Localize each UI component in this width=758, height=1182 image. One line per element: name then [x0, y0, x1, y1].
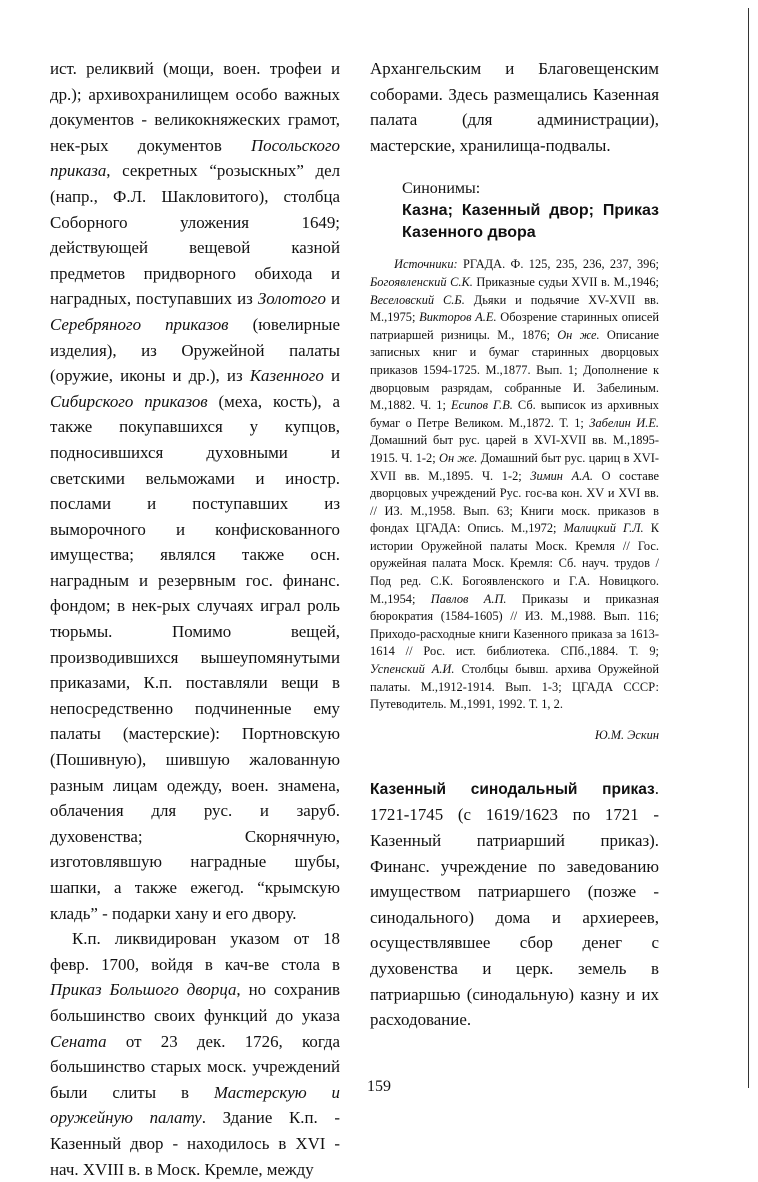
source-author: Источники: [394, 257, 458, 272]
source-text: Приказы и приказная бюрократия (1584-1605) // ИЗ. М.,1988. Вып. 116; Приходо-расходные книги Казенного приказа за 1613-1614 // Рос. ист. библиотека. СПб.,1884. Т. 9; [370, 591, 659, 659]
source-author: Забелин И.Е. [589, 415, 659, 430]
text-run: (ювелирные изделия), из Оружейной палаты (оружие, иконы и др.), из [50, 314, 341, 386]
source-author: Успенский А.И. [370, 662, 455, 677]
text-run: от 23 дек. 1726, когда большинство старых моск. учреждений были слиты в [50, 1031, 340, 1102]
source-author: Павлов А.П. [430, 591, 507, 606]
source-text: Описание записных книг и бумаг старинных дворцовых приказов 1594-1725. М.,1877. Вып. 1; Дополнение к дворцовым разрядам, собранные И. Забелиным. М.,1882. Ч. 1; [370, 327, 659, 413]
source-text: Приказные судьи XVII в. М.,1946; [472, 274, 659, 289]
entry-heading: Казенный синодальный приказ [370, 780, 655, 798]
source-author: Зимин А.А. [530, 468, 593, 483]
source-text: К истории Оружейной палаты Моск. Кремля // Гос. оружейная палата Моск. Кремля: Сб. науч. трудов / Под ред. С.К. Богоявленского и Г.А. Новицкого. М.,1954; [370, 521, 659, 606]
source-author: Он же. [557, 327, 600, 342]
source-text: Столбцы бывш. архива Оружейной палаты. М.,1912-1914. Вып. 1-3; ЦГАДА СССР: Путеводитель. М.,1991, 1992. Т. 1, 2. [370, 662, 659, 712]
text-run: , но сохранив большинство своих функций до указа [50, 980, 340, 1025]
source-text: О составе дворцовых учреждений Рус. гос-ва кон. XV и XVI вв. // ИЗ. М.,1958. Вып. 63; Книги моск. приказов в фондах ЦГАДА: Опись. М.,1972; [370, 468, 659, 536]
source-text: РГАДА. Ф. 125, 235, 236, 237, 396; [457, 257, 659, 272]
source-text: Обозрение старинных описей патриаршей ризницы. М., 1876; [370, 310, 659, 342]
cross-reference: Посольского приказа [50, 135, 340, 181]
entry-body: . 1721-1745 (с 1619/1623 по 1721 - Казенный патриарший приказ). Финанс. учреждение по заведованию имуществом патриаршего (позже - синодального) дома и архиереев, осуществлявшее сбор денег с духовенства и церк. земель в патриаршью (синодальную) казну и их расходование. [370, 778, 659, 1030]
source-author: Викторов А.Е. [419, 310, 497, 325]
cross-reference: Мастерскую и оружейную палату [50, 1082, 341, 1128]
left-column [50, 56, 340, 1182]
article-author: Ю.М. Эскин [594, 727, 659, 742]
cross-reference: Золотого [257, 289, 326, 309]
page-number: 159 [367, 1078, 391, 1095]
right-column [370, 56, 659, 1033]
text-run: и [325, 289, 340, 309]
entry-synodal-order [370, 776, 659, 1033]
source-author: Веселовский С.Б. [370, 292, 465, 307]
text-run: . Здание К.п. - Казенный двор - находилось в XVI - нач. XVIII в. в Моск. Кремле, между [50, 1108, 340, 1179]
text-run: (меха, кость), а также покупавшихся у купцов, подносившихся духовными и светскими вельможами и иностр. послами и поступавших из выморочного и конфискованного имущества; являлся также осн. наградным и резервным гос. финанс. фондом; в нек-рых случаях играл роль тюрьмы. Помимо вещей, производившихся вышеупомянутыми приказами, К.п. поставляли вещи в непосредственно подчиненные ему палаты (мастерские): Портновскую (Пошивную), шившую жалованную разным лицам одежду, воен. знамена, облачения для рус. и заруб. духовенства; Скорнячную, изготовлявшую наградные шубы, шапки, а также ежегод. “крымскую кладь” - подарки хану и его двору. [50, 391, 340, 923]
source-text: Домашний быт рус. царей в XVI-XVII вв. М.,1895-1915. Ч. 1-2; [370, 433, 659, 465]
text-run: и [323, 366, 341, 386]
cross-reference: Сибирского приказов [50, 391, 208, 411]
paragraph-treasury-functions [50, 56, 340, 926]
source-author: Малицкий Г.Л. [563, 521, 644, 536]
cross-reference: Сената [50, 1031, 107, 1051]
page-edge-line [748, 8, 749, 1088]
source-text: Дьяки и подьячие XV-XVII вв. М.,1975; [370, 292, 659, 325]
cross-reference: Серебряного приказов [50, 314, 229, 334]
cross-reference: Приказ Большого дворца [50, 980, 237, 1000]
source-text: Сб. выписок из архивных бумаг о Петре Великом. М.,1872. Т. 1; [370, 398, 659, 430]
text-run: ист. реликвий (мощи, воен. трофеи и др.); архивохранилищем особо важных документов - великокняжеских грамот, нек-рых документов [50, 59, 340, 155]
source-author: Он же. [439, 450, 478, 465]
text-run: , секретных “розыскных” дел (напр., Ф.Л. Шакловитого), столбца Соборного уложения 1649; действующей вещевой казной предметов придворного обихода и наградных, поступавших из [50, 161, 340, 309]
sources-list [370, 256, 659, 713]
synonyms-label: Синонимы: [402, 180, 481, 198]
paragraph-building-location: Архангельским и Благовещенским соборами. Здесь размещались Казенная палата (для администрации), мастерские, хранилища-подвалы. [370, 59, 659, 155]
source-author: Есипов Г.В. [450, 398, 513, 413]
source-author: Богоявленский С.К. [370, 274, 473, 289]
paragraph-liquidation [50, 926, 340, 1182]
synonyms-list: Казна; Казенный двор; Приказ Казенного двора [402, 202, 659, 242]
cross-reference: Казенного [249, 366, 324, 386]
source-text: Домашний быт рус. цариц в XVI-XVII вв. М.,1895. Ч. 1-2; [370, 450, 659, 483]
text-run: К.п. ликвидирован указом от 18 февр. 1700, войдя в кач-ве стола в [50, 929, 340, 974]
